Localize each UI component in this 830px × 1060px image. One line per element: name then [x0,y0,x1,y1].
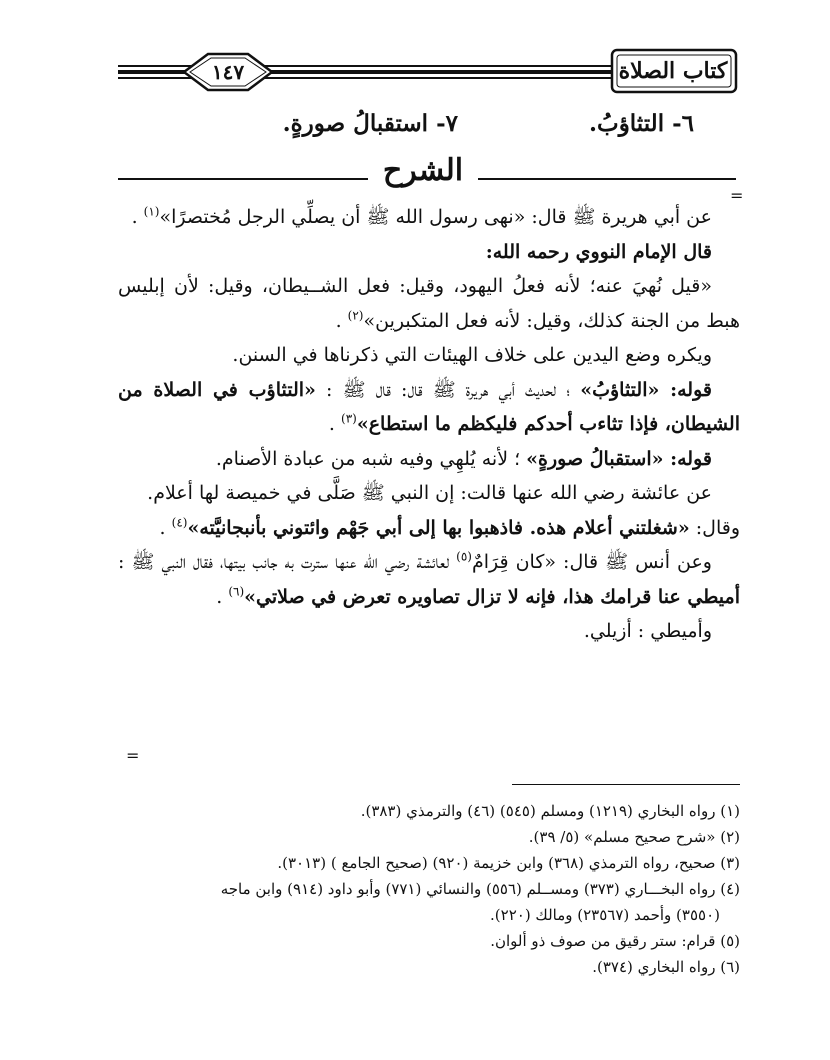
period: . [335,309,348,332]
period: . [328,413,342,435]
marker-equals-bottom: = [126,746,140,765]
book-title: كتاب الصلاة [618,58,728,84]
footnote-6: (٦) رواه البخاري (٣٧٤). [592,958,740,976]
paragraph-8 [118,511,740,546]
qiram-hadith: أميطي عنا قرامك هذا، فإنه لا تزال تصاويره تعرض في صلاتي» [244,585,740,608]
paragraph-2: قال الإمام النووي رحمه الله: [485,240,712,263]
period: . [216,585,229,608]
yawning-lemma: قوله: «التثاؤبُ» [580,378,712,401]
nawawi-quote: «قيل نُهيَ عنه؛ لأنه فعلُ اليهود، وقيل: فعل الشــيطان، وقيل: لأن إبليس هبط من الجنة كذلك، وقيل: لأنه فعل المتكبرين» [118,275,740,332]
heading-rule-right [478,178,736,180]
paragraph-6 [118,442,740,477]
footnote-5: (٥) قرام: ستر رقيق من صوف ذو ألوان. [490,932,740,950]
item-facing-image: ٧- استقبالُ صورةٍ. [282,110,458,137]
anas-text: وعن أنس ﷺ قال: «كان قِرَامٌ [471,551,712,573]
footnote-ref-2: (٢) [347,308,364,323]
footnote-separator [512,784,740,785]
khamisa-hadith: «شغلتني أعلام هذه. فاذهبوا بها إلى أبي جَهْم وائتوني بأنبجانيَّته» [187,516,690,539]
section-title: الشرح [382,153,464,188]
page-number: ١٤٧ [211,60,245,84]
footnotes [118,798,740,980]
footnote-4: (٤) رواه البخـــاري (٣٧٣) ومســلم (٥٥٦) والنسائي (٧٧١) وأبو داود (٩١٤) وابن ماجه [220,880,740,898]
footnote-ref-1: (١) [143,204,160,219]
footnote-ref-4: (٤) [171,515,188,530]
paragraph-9 [118,545,740,614]
footnote-2: (٢) «شرح صحيح مسلم» (٥/ ٣٩). [528,828,740,846]
footnote-ref-3: (٣) [341,411,357,426]
paragraph-7: عن عائشة رضي الله عنها قالت: إن النبي ﷺ صَلَّى في خميصة لها أعلام. [147,482,712,504]
section-heading [118,148,738,194]
footnote-3: (٣) صحيح، رواه الترمذي (٣٦٨) وابن خزيمة (٩٢٠) (صحيح الجامع ) (٣٠١٣). [277,854,740,872]
anas-text-cont: لعائشة رضي الله عنها سترت به جانب بيتها، فقال النبي ﷺ : [118,551,457,573]
paragraph-3 [118,269,740,338]
image-text: ؛ لأنه يُلهِي وفيه شبه من عبادة الأصنام. [215,447,527,470]
page-header [0,0,830,110]
said-text: وقال: [689,516,740,539]
paragraph-4: ويكره وضع اليدين على خلاف الهيئات التي ذكرناها في السنن. [232,344,712,366]
marker-equals-top: = [730,186,744,205]
yawning-hadith: «التثاؤب في الصلاة من الشيطان، فإذا تثاءب أحدكم فليكظم ما استطاع» [118,378,740,435]
paragraph-10: وأميطي : أزيلي. [583,620,712,642]
period: . [131,206,144,228]
footnote-1: (١) رواه البخاري (١٢١٩) ومسلم (٥٤٥) (٤٦) والترمذي (٣٨٣). [360,802,740,820]
footnote-ref-5: (٥) [456,549,472,564]
commentary-body [118,200,740,649]
yawning-text: ؛ لحديث أبي هريرة ﷺ قال: قال ﷺ : [315,378,581,401]
paragraph-1 [118,200,740,235]
item-yawning: ٦- التثاؤبُ. [589,110,694,137]
image-lemma: قوله: «استقبالُ صورةٍ» [526,447,712,470]
footnote-ref-6: (٦) [228,584,245,599]
period: . [159,516,172,539]
footnote-4-continued: (٣٥٥٠) وأحمد (٢٣٥٦٧) ومالك (٢٢٠). [490,906,720,924]
paragraph-5 [118,373,740,442]
heading-rule-left [118,178,368,180]
hadith-abu-hurayra-text: عن أبي هريرة ﷺ قال: «نهى رسول الله ﷺ أن يصلِّي الرجل مُختصرًا» [159,206,712,228]
